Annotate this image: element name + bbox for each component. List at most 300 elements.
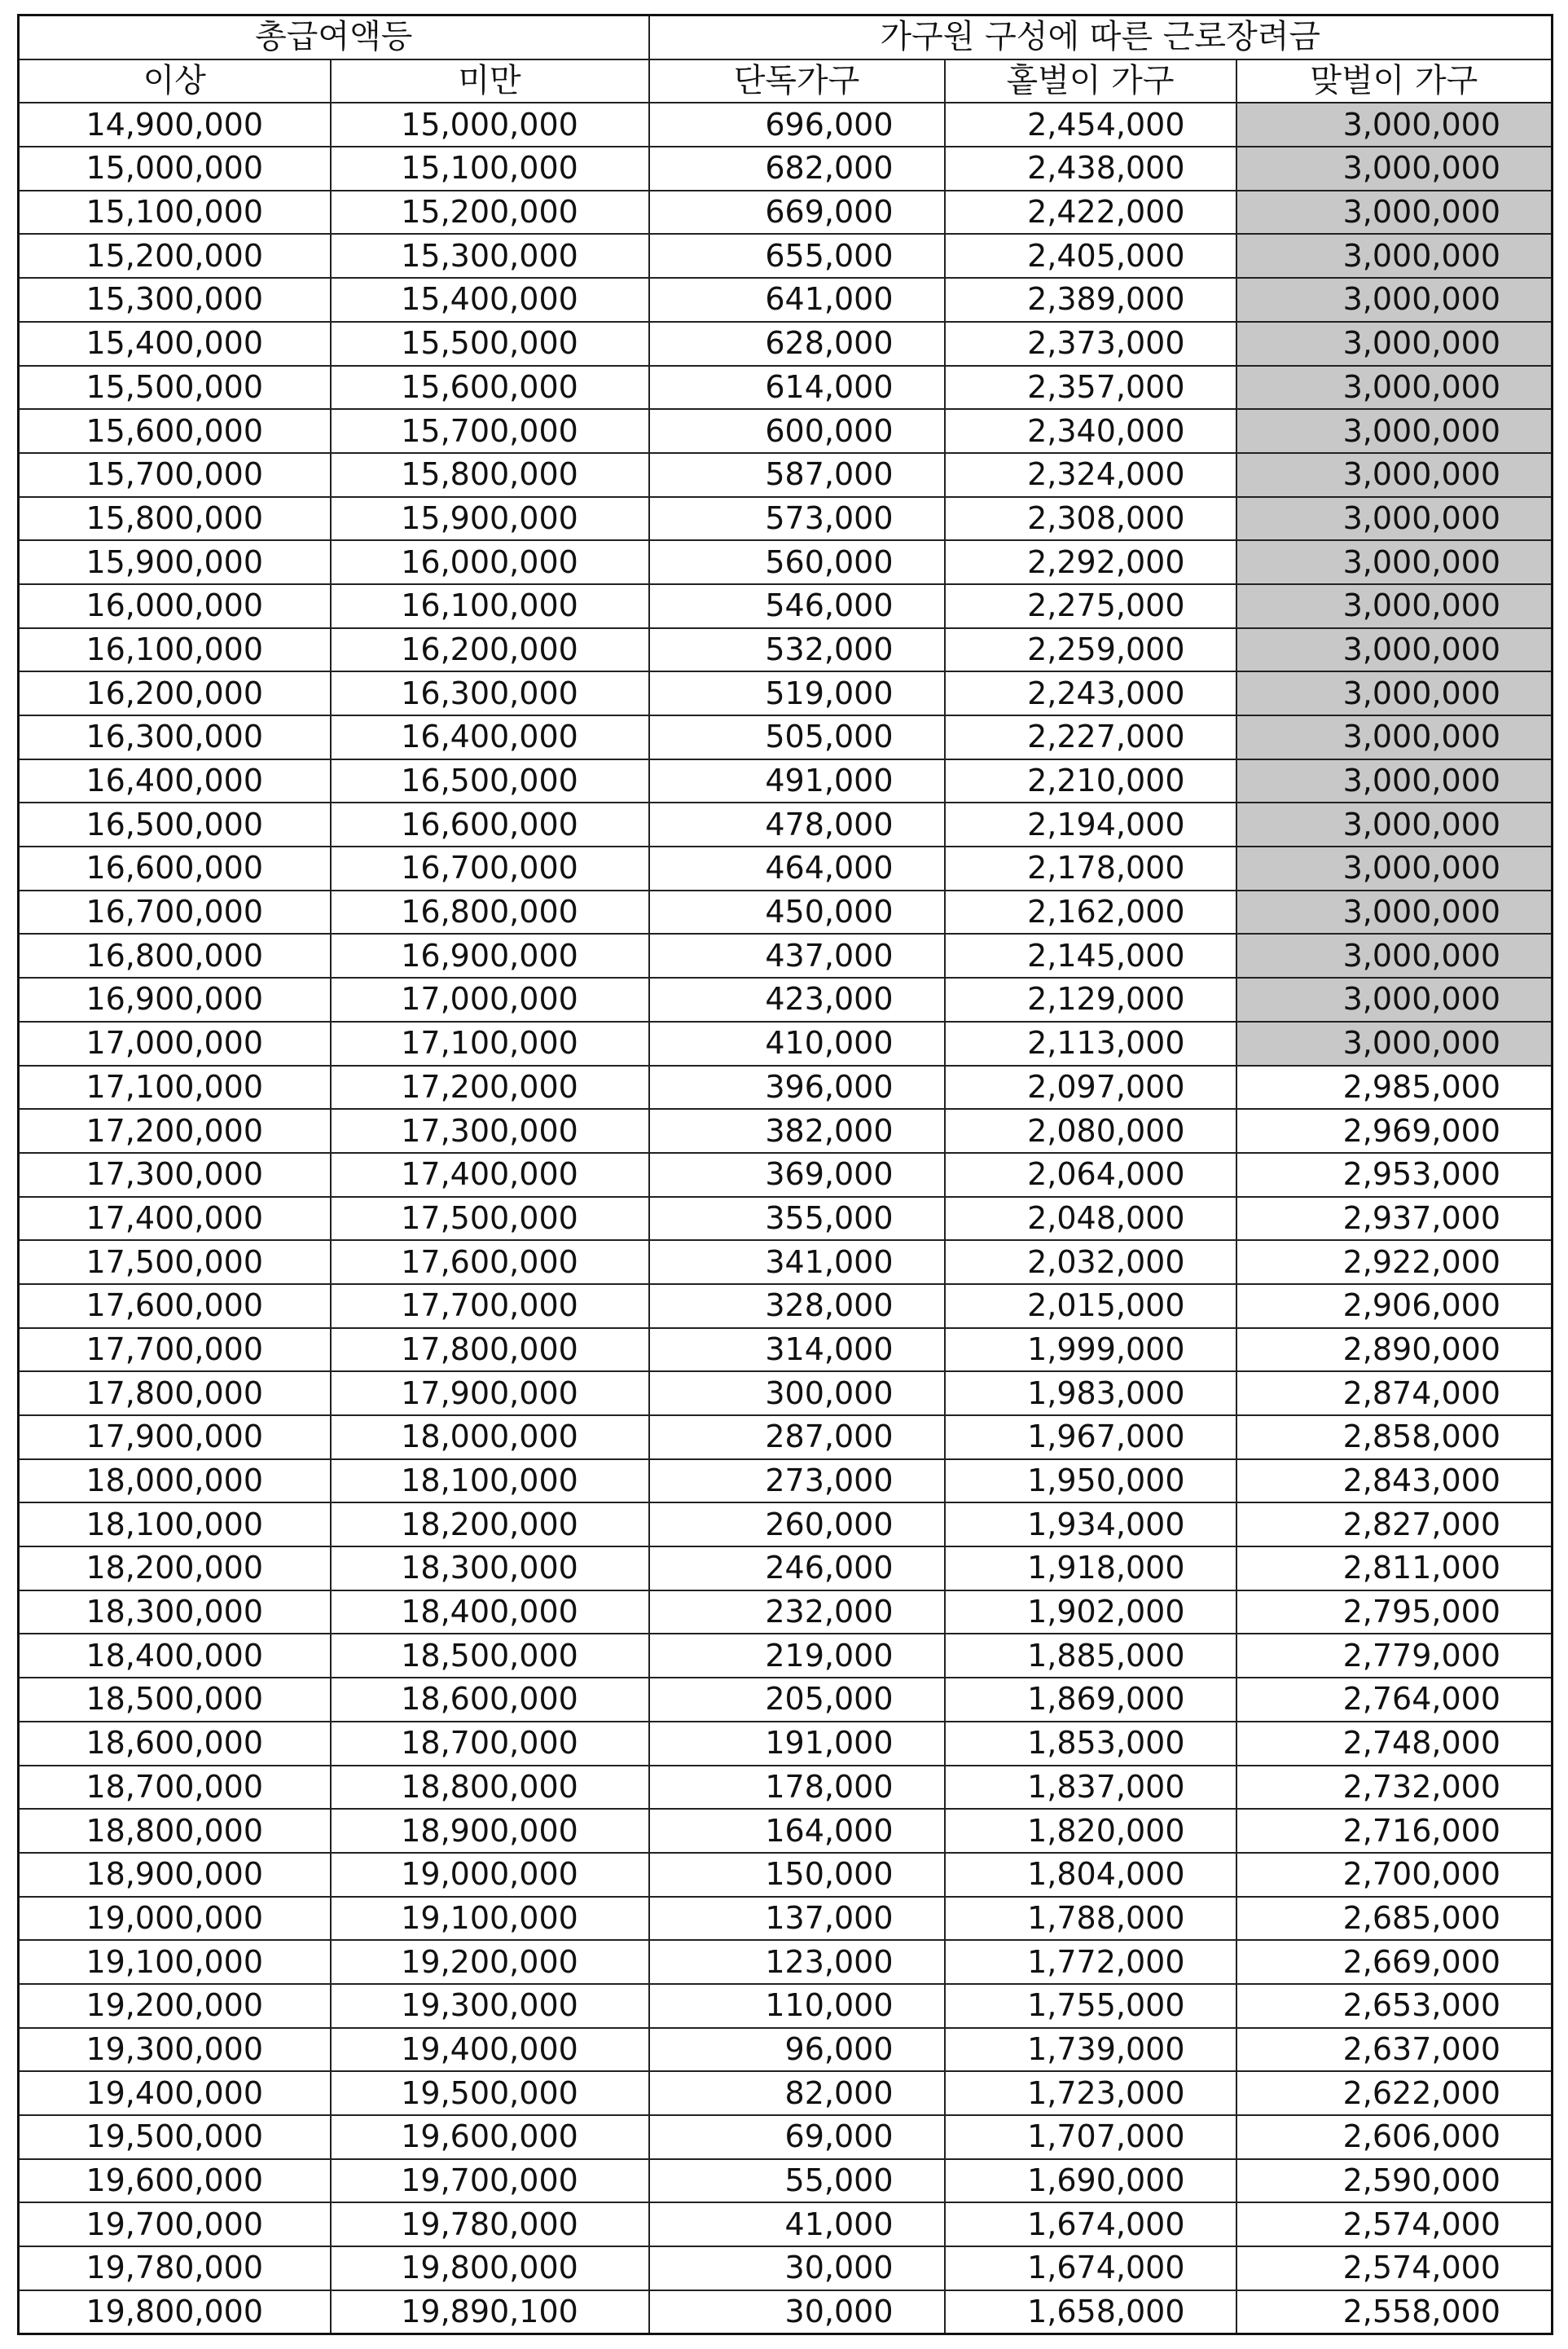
cell-dual-earner-household: 2,937,000 [1236,1197,1553,1241]
cell-income-to: 16,200,000 [331,628,649,672]
cell-single-earner-household: 2,227,000 [945,715,1236,759]
cell-income-from: 19,000,000 [19,1897,331,1941]
cell-dual-earner-household: 3,000,000 [1236,584,1553,628]
cell-dual-earner-household: 3,000,000 [1236,671,1553,715]
cell-single-earner-household: 1,837,000 [945,1766,1236,1810]
cell-dual-earner-household: 2,890,000 [1236,1328,1553,1372]
cell-single-household: 560,000 [649,540,945,584]
cell-single-household: 219,000 [649,1634,945,1678]
cell-income-to: 19,500,000 [331,2071,649,2115]
cell-income-to: 19,400,000 [331,2028,649,2072]
cell-dual-earner-household: 2,953,000 [1236,1153,1553,1197]
cell-income-to: 18,200,000 [331,1502,649,1546]
table-row [19,2071,1553,2115]
cell-single-earner-household: 2,292,000 [945,540,1236,584]
table-row [19,847,1553,891]
cell-income-to: 17,500,000 [331,1197,649,1241]
cell-single-household: 423,000 [649,978,945,1022]
cell-income-from: 16,600,000 [19,847,331,891]
cell-dual-earner-household: 2,985,000 [1236,1066,1553,1110]
cell-single-household: 614,000 [649,366,945,410]
cell-single-household: 628,000 [649,322,945,366]
table-row [19,584,1553,628]
cell-dual-earner-household: 2,922,000 [1236,1240,1553,1284]
cell-single-earner-household: 2,015,000 [945,1284,1236,1328]
table-row [19,759,1553,803]
cell-income-from: 18,500,000 [19,1678,331,1722]
cell-dual-earner-household: 3,000,000 [1236,934,1553,978]
cell-single-earner-household: 1,934,000 [945,1502,1236,1546]
cell-income-from: 17,700,000 [19,1328,331,1372]
cell-single-household: 82,000 [649,2071,945,2115]
cell-single-earner-household: 2,194,000 [945,803,1236,847]
cell-income-from: 14,900,000 [19,103,331,147]
cell-dual-earner-household: 2,637,000 [1236,2028,1553,2072]
cell-income-to: 18,800,000 [331,1766,649,1810]
cell-single-household: 273,000 [649,1459,945,1503]
cell-dual-earner-household: 3,000,000 [1236,1022,1553,1066]
cell-single-earner-household: 1,983,000 [945,1371,1236,1415]
cell-income-from: 17,100,000 [19,1066,331,1110]
cell-income-from: 18,300,000 [19,1590,331,1634]
table-body [19,103,1553,2334]
cell-single-earner-household: 1,707,000 [945,2115,1236,2159]
cell-income-to: 16,000,000 [331,540,649,584]
cell-single-earner-household: 2,048,000 [945,1197,1236,1241]
table-row [19,409,1553,453]
cell-income-from: 16,700,000 [19,891,331,935]
cell-single-household: 505,000 [649,715,945,759]
cell-income-from: 19,500,000 [19,2115,331,2159]
table-row [19,2246,1553,2290]
table-row [19,1153,1553,1197]
table-row [19,366,1553,410]
table-row [19,1984,1553,2028]
cell-income-to: 16,800,000 [331,891,649,935]
cell-income-from: 18,200,000 [19,1546,331,1590]
cell-income-from: 17,900,000 [19,1415,331,1459]
cell-single-household: 260,000 [649,1502,945,1546]
cell-single-earner-household: 1,820,000 [945,1809,1236,1853]
cell-income-to: 16,900,000 [331,934,649,978]
table-row [19,278,1553,322]
cell-single-household: 478,000 [649,803,945,847]
cell-single-earner-household: 1,723,000 [945,2071,1236,2115]
cell-single-earner-household: 1,967,000 [945,1415,1236,1459]
table-row [19,891,1553,935]
cell-single-household: 437,000 [649,934,945,978]
cell-single-household: 464,000 [649,847,945,891]
cell-single-earner-household: 1,788,000 [945,1897,1236,1941]
cell-single-household: 164,000 [649,1809,945,1853]
table-row [19,1940,1553,1984]
table-row [19,234,1553,278]
cell-dual-earner-household: 3,000,000 [1236,847,1553,891]
cell-income-to: 15,800,000 [331,453,649,497]
cell-dual-earner-household: 2,558,000 [1236,2290,1553,2334]
cell-dual-earner-household: 2,795,000 [1236,1590,1553,1634]
cell-income-to: 17,800,000 [331,1328,649,1372]
cell-income-from: 15,100,000 [19,191,331,235]
table-row [19,1459,1553,1503]
cell-dual-earner-household: 2,827,000 [1236,1502,1553,1546]
cell-income-to: 19,890,100 [331,2290,649,2334]
header-group-row [19,15,1553,59]
cell-dual-earner-household: 2,732,000 [1236,1766,1553,1810]
cell-single-earner-household: 2,357,000 [945,366,1236,410]
cell-income-from: 17,500,000 [19,1240,331,1284]
cell-income-to: 18,300,000 [331,1546,649,1590]
header-column-row [19,59,1553,103]
cell-single-household: 600,000 [649,409,945,453]
cell-dual-earner-household: 2,748,000 [1236,1722,1553,1766]
header-col-to: 미만 [331,59,649,103]
cell-single-earner-household: 2,162,000 [945,891,1236,935]
cell-single-earner-household: 2,129,000 [945,978,1236,1022]
cell-dual-earner-household: 3,000,000 [1236,234,1553,278]
cell-income-to: 19,200,000 [331,1940,649,1984]
cell-income-to: 18,400,000 [331,1590,649,1634]
cell-income-from: 16,400,000 [19,759,331,803]
cell-dual-earner-household: 3,000,000 [1236,366,1553,410]
cell-income-to: 18,600,000 [331,1678,649,1722]
cell-single-household: 450,000 [649,891,945,935]
cell-income-from: 18,400,000 [19,1634,331,1678]
cell-single-household: 369,000 [649,1153,945,1197]
cell-income-to: 18,500,000 [331,1634,649,1678]
cell-income-to: 16,300,000 [331,671,649,715]
cell-single-household: 382,000 [649,1109,945,1153]
cell-single-earner-household: 2,389,000 [945,278,1236,322]
cell-single-household: 30,000 [649,2246,945,2290]
table-row [19,2159,1553,2203]
cell-income-from: 15,900,000 [19,540,331,584]
header-col-dual-earner: 맞벌이 가구 [1236,59,1553,103]
cell-income-to: 17,200,000 [331,1066,649,1110]
cell-income-from: 16,300,000 [19,715,331,759]
table-row [19,1022,1553,1066]
cell-single-household: 123,000 [649,1940,945,1984]
cell-dual-earner-household: 3,000,000 [1236,540,1553,584]
cell-dual-earner-household: 3,000,000 [1236,409,1553,453]
cell-dual-earner-household: 2,700,000 [1236,1853,1553,1897]
header-col-single: 단독가구 [649,59,945,103]
cell-income-from: 19,780,000 [19,2246,331,2290]
cell-single-earner-household: 1,804,000 [945,1853,1236,1897]
cell-dual-earner-household: 2,669,000 [1236,1940,1553,1984]
cell-single-earner-household: 1,658,000 [945,2290,1236,2334]
cell-income-from: 19,800,000 [19,2290,331,2334]
table-row [19,803,1553,847]
cell-income-from: 16,500,000 [19,803,331,847]
cell-single-household: 532,000 [649,628,945,672]
cell-single-earner-household: 1,755,000 [945,1984,1236,2028]
cell-income-from: 19,200,000 [19,1984,331,2028]
table-row [19,934,1553,978]
cell-single-earner-household: 1,739,000 [945,2028,1236,2072]
cell-single-earner-household: 2,113,000 [945,1022,1236,1066]
cell-income-from: 18,100,000 [19,1502,331,1546]
cell-dual-earner-household: 2,590,000 [1236,2159,1553,2203]
cell-income-from: 16,100,000 [19,628,331,672]
cell-dual-earner-household: 2,622,000 [1236,2071,1553,2115]
table-row [19,453,1553,497]
cell-dual-earner-household: 3,000,000 [1236,147,1553,191]
cell-single-household: 246,000 [649,1546,945,1590]
cell-dual-earner-household: 3,000,000 [1236,322,1553,366]
table-row [19,1897,1553,1941]
cell-income-from: 19,300,000 [19,2028,331,2072]
table-row [19,1590,1553,1634]
table-row [19,1502,1553,1546]
cell-single-household: 96,000 [649,2028,945,2072]
cell-dual-earner-household: 3,000,000 [1236,453,1553,497]
cell-income-to: 19,300,000 [331,1984,649,2028]
cell-single-household: 314,000 [649,1328,945,1372]
cell-single-earner-household: 2,454,000 [945,103,1236,147]
cell-income-from: 15,500,000 [19,366,331,410]
cell-single-earner-household: 2,080,000 [945,1109,1236,1153]
cell-income-from: 17,300,000 [19,1153,331,1197]
cell-income-from: 19,700,000 [19,2202,331,2246]
cell-income-from: 15,800,000 [19,497,331,541]
table-row [19,715,1553,759]
cell-single-household: 696,000 [649,103,945,147]
cell-dual-earner-household: 3,000,000 [1236,803,1553,847]
cell-single-household: 396,000 [649,1066,945,1110]
cell-single-household: 69,000 [649,2115,945,2159]
table-row [19,1853,1553,1897]
cell-dual-earner-household: 2,874,000 [1236,1371,1553,1415]
cell-income-to: 19,700,000 [331,2159,649,2203]
cell-single-earner-household: 2,097,000 [945,1066,1236,1110]
table-row [19,191,1553,235]
cell-single-earner-household: 2,405,000 [945,234,1236,278]
cell-single-household: 110,000 [649,1984,945,2028]
cell-income-from: 19,100,000 [19,1940,331,1984]
cell-single-earner-household: 2,308,000 [945,497,1236,541]
header-total-income: 총급여액등 [19,15,649,59]
cell-single-earner-household: 2,064,000 [945,1153,1236,1197]
cell-income-to: 15,600,000 [331,366,649,410]
table-row [19,147,1553,191]
cell-income-to: 19,600,000 [331,2115,649,2159]
header-benefit-by-household: 가구원 구성에 따른 근로장려금 [649,15,1553,59]
cell-single-household: 669,000 [649,191,945,235]
cell-single-household: 546,000 [649,584,945,628]
cell-single-earner-household: 2,422,000 [945,191,1236,235]
cell-income-from: 17,200,000 [19,1109,331,1153]
cell-single-household: 491,000 [649,759,945,803]
cell-income-to: 15,400,000 [331,278,649,322]
cell-single-household: 232,000 [649,1590,945,1634]
cell-income-to: 15,500,000 [331,322,649,366]
cell-single-earner-household: 2,032,000 [945,1240,1236,1284]
cell-income-to: 18,900,000 [331,1809,649,1853]
cell-income-from: 18,700,000 [19,1766,331,1810]
cell-dual-earner-household: 2,685,000 [1236,1897,1553,1941]
cell-single-earner-household: 2,178,000 [945,847,1236,891]
cell-income-to: 16,100,000 [331,584,649,628]
cell-single-earner-household: 1,674,000 [945,2202,1236,2246]
cell-income-from: 17,000,000 [19,1022,331,1066]
cell-income-to: 17,100,000 [331,1022,649,1066]
cell-income-from: 15,200,000 [19,234,331,278]
table-row [19,1240,1553,1284]
cell-income-to: 19,000,000 [331,1853,649,1897]
cell-income-to: 18,700,000 [331,1722,649,1766]
cell-single-household: 30,000 [649,2290,945,2334]
earned-income-credit-table [17,14,1553,2335]
cell-income-to: 15,700,000 [331,409,649,453]
table-row [19,1634,1553,1678]
cell-income-from: 18,000,000 [19,1459,331,1503]
cell-single-household: 150,000 [649,1853,945,1897]
header-col-single-earner: 홑벌이 가구 [945,59,1236,103]
cell-dual-earner-household: 2,906,000 [1236,1284,1553,1328]
cell-income-to: 15,900,000 [331,497,649,541]
cell-dual-earner-household: 2,606,000 [1236,2115,1553,2159]
table-row [19,1328,1553,1372]
cell-single-household: 205,000 [649,1678,945,1722]
cell-dual-earner-household: 2,858,000 [1236,1415,1553,1459]
cell-single-earner-household: 1,853,000 [945,1722,1236,1766]
table-row [19,103,1553,147]
table-row [19,1809,1553,1853]
cell-dual-earner-household: 3,000,000 [1236,191,1553,235]
cell-income-to: 16,500,000 [331,759,649,803]
cell-single-household: 355,000 [649,1197,945,1241]
cell-single-earner-household: 2,438,000 [945,147,1236,191]
table-row [19,1766,1553,1810]
cell-income-to: 19,800,000 [331,2246,649,2290]
cell-single-household: 300,000 [649,1371,945,1415]
cell-single-household: 655,000 [649,234,945,278]
cell-single-household: 573,000 [649,497,945,541]
cell-dual-earner-household: 2,574,000 [1236,2246,1553,2290]
cell-dual-earner-household: 2,811,000 [1236,1546,1553,1590]
cell-income-from: 16,800,000 [19,934,331,978]
cell-dual-earner-household: 3,000,000 [1236,628,1553,672]
cell-single-earner-household: 2,324,000 [945,453,1236,497]
cell-single-earner-household: 2,259,000 [945,628,1236,672]
cell-income-from: 18,800,000 [19,1809,331,1853]
cell-single-household: 328,000 [649,1284,945,1328]
cell-dual-earner-household: 3,000,000 [1236,891,1553,935]
cell-income-from: 15,400,000 [19,322,331,366]
cell-single-household: 341,000 [649,1240,945,1284]
cell-single-earner-household: 1,999,000 [945,1328,1236,1372]
cell-single-household: 137,000 [649,1897,945,1941]
cell-income-from: 17,400,000 [19,1197,331,1241]
cell-income-to: 19,780,000 [331,2202,649,2246]
cell-single-earner-household: 2,210,000 [945,759,1236,803]
cell-income-from: 15,600,000 [19,409,331,453]
table-container [17,14,1551,2335]
cell-single-household: 587,000 [649,453,945,497]
cell-single-household: 287,000 [649,1415,945,1459]
cell-income-from: 19,600,000 [19,2159,331,2203]
cell-income-from: 18,600,000 [19,1722,331,1766]
cell-dual-earner-household: 2,764,000 [1236,1678,1553,1722]
cell-dual-earner-household: 3,000,000 [1236,278,1553,322]
table-row [19,671,1553,715]
header-col-from: 이상 [19,59,331,103]
cell-dual-earner-household: 3,000,000 [1236,497,1553,541]
cell-income-to: 17,000,000 [331,978,649,1022]
cell-income-to: 16,700,000 [331,847,649,891]
table-row [19,1546,1553,1590]
cell-single-household: 682,000 [649,147,945,191]
cell-dual-earner-household: 2,843,000 [1236,1459,1553,1503]
cell-income-from: 17,600,000 [19,1284,331,1328]
cell-income-from: 16,900,000 [19,978,331,1022]
cell-single-earner-household: 2,243,000 [945,671,1236,715]
table-row [19,1066,1553,1110]
cell-dual-earner-household: 2,716,000 [1236,1809,1553,1853]
cell-income-from: 16,200,000 [19,671,331,715]
cell-income-to: 17,600,000 [331,1240,649,1284]
table-row [19,1109,1553,1153]
table-row [19,540,1553,584]
table-row [19,628,1553,672]
cell-single-household: 191,000 [649,1722,945,1766]
table-header [19,15,1553,103]
cell-single-household: 55,000 [649,2159,945,2203]
cell-single-earner-household: 1,772,000 [945,1940,1236,1984]
table-row [19,497,1553,541]
table-row [19,1197,1553,1241]
cell-income-to: 15,000,000 [331,103,649,147]
cell-income-to: 16,400,000 [331,715,649,759]
table-row [19,1722,1553,1766]
cell-income-from: 16,000,000 [19,584,331,628]
cell-income-from: 18,900,000 [19,1853,331,1897]
cell-single-earner-household: 2,275,000 [945,584,1236,628]
cell-income-from: 15,700,000 [19,453,331,497]
cell-single-earner-household: 1,918,000 [945,1546,1236,1590]
cell-single-household: 410,000 [649,1022,945,1066]
cell-dual-earner-household: 3,000,000 [1236,103,1553,147]
cell-single-household: 41,000 [649,2202,945,2246]
table-row [19,1678,1553,1722]
cell-dual-earner-household: 3,000,000 [1236,978,1553,1022]
cell-income-to: 17,700,000 [331,1284,649,1328]
cell-single-earner-household: 2,340,000 [945,409,1236,453]
cell-income-from: 15,300,000 [19,278,331,322]
cell-single-earner-household: 1,869,000 [945,1678,1236,1722]
table-row [19,2115,1553,2159]
cell-income-to: 15,200,000 [331,191,649,235]
cell-single-earner-household: 1,690,000 [945,2159,1236,2203]
cell-income-to: 19,100,000 [331,1897,649,1941]
cell-single-earner-household: 1,950,000 [945,1459,1236,1503]
cell-single-earner-household: 2,145,000 [945,934,1236,978]
cell-income-to: 17,400,000 [331,1153,649,1197]
cell-dual-earner-household: 3,000,000 [1236,759,1553,803]
cell-income-to: 18,100,000 [331,1459,649,1503]
cell-dual-earner-household: 2,969,000 [1236,1109,1553,1153]
table-row [19,2290,1553,2334]
table-row [19,1371,1553,1415]
cell-income-from: 15,000,000 [19,147,331,191]
cell-single-household: 641,000 [649,278,945,322]
cell-dual-earner-household: 2,779,000 [1236,1634,1553,1678]
cell-single-household: 519,000 [649,671,945,715]
table-row [19,978,1553,1022]
cell-dual-earner-household: 2,653,000 [1236,1984,1553,2028]
cell-single-earner-household: 1,885,000 [945,1634,1236,1678]
